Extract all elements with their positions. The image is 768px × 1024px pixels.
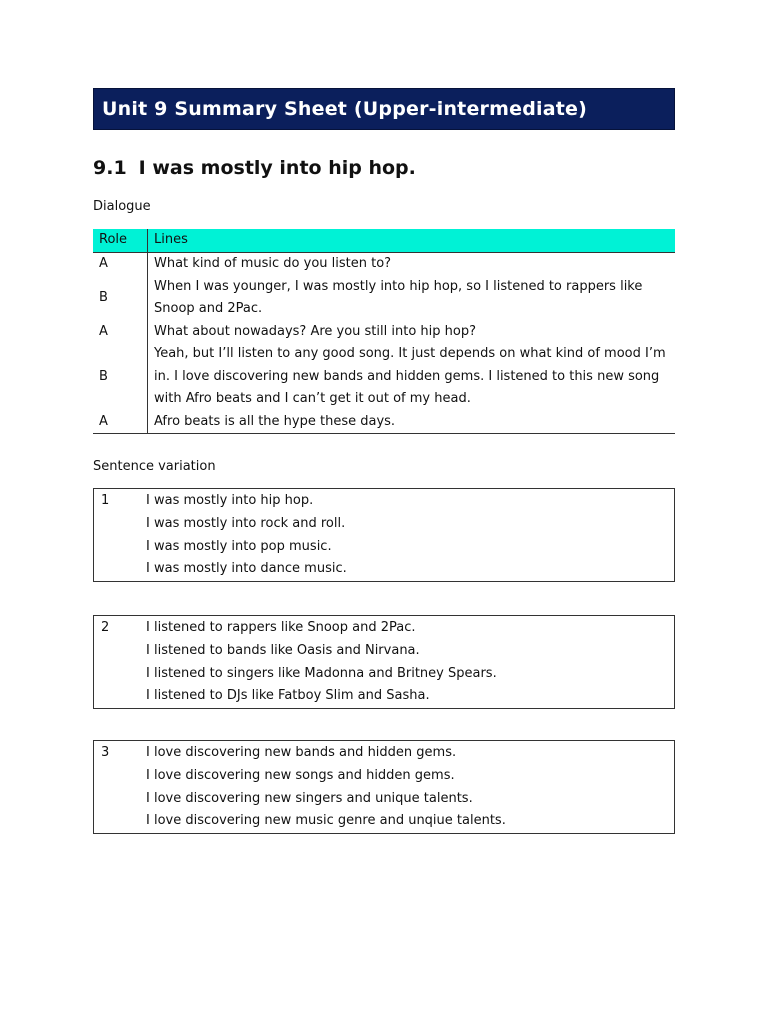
dialogue-table (93, 229, 675, 434)
table-row (93, 276, 675, 321)
dialogue-header-row (93, 229, 675, 253)
column-header-lines: Lines (148, 229, 676, 253)
list-item: I listened to rappers like Snoop and 2Pac. (146, 620, 416, 635)
list-item: I was mostly into hip hop. (146, 493, 314, 508)
list-item: I was mostly into dance music. (146, 561, 347, 577)
list-item: I was mostly into rock and roll. (146, 515, 346, 531)
title-bar (93, 88, 675, 130)
sentence-list (94, 742, 674, 833)
table-row (93, 321, 675, 344)
section-heading (93, 157, 416, 179)
list-item: I listened to DJs like Fatboy Slim and Sasha. (146, 688, 430, 704)
list-item: I was mostly into pop music. (146, 538, 332, 554)
role-cell: B (93, 276, 148, 321)
section-title: I was mostly into hip hop. (138, 157, 416, 179)
group-number: 2 (101, 620, 110, 635)
line-cell: What kind of music do you listen to? (154, 256, 392, 271)
list-item: I listened to singers like Madonna and Britney Spears. (146, 665, 497, 681)
role-cell: A (93, 321, 148, 344)
dialogue-label: Dialogue (93, 199, 151, 214)
list-item: I love discovering new music genre and unqiue talents. (146, 813, 506, 829)
group-number: 1 (101, 493, 110, 508)
table-row (93, 253, 675, 276)
line-cell: Afro beats is all the hype these days. (148, 411, 676, 434)
role-cell: B (93, 343, 148, 411)
role-cell: A (93, 253, 148, 276)
page-title: Unit 9 Summary Sheet (Upper-intermediate) (102, 98, 587, 120)
table-row (93, 411, 675, 434)
list-item: I love discovering new bands and hidden gems. (146, 745, 457, 760)
group-number: 3 (101, 745, 110, 760)
line-cell: What about nowadays? Are you still into hip hop? (154, 323, 476, 339)
sentence-list (94, 617, 674, 708)
variation-group-3 (93, 740, 675, 834)
list-item: I listened to bands like Oasis and Nirvana. (146, 642, 420, 658)
list-item: I love discovering new songs and hidden gems. (146, 767, 455, 783)
sentence-list (94, 490, 674, 581)
list-item: I love discovering new singers and unique talents. (146, 790, 473, 806)
variation-label: Sentence variation (93, 459, 216, 474)
variation-group-1 (93, 488, 675, 582)
variation-group-2 (93, 615, 675, 709)
line-cell: When I was younger, I was mostly into hip hop, so I listened to rappers like Snoop and 2Pac. (154, 278, 643, 316)
line-cell: Yeah, but I’ll listen to any good song. It just depends on what kind of mood I’m in. I love discovering new bands and hidden gems. I listened to this new song with Afro beats and I can’t get it out of my head. (154, 346, 666, 406)
column-header-role: Role (93, 229, 148, 253)
role-cell: A (93, 411, 148, 434)
section-number: 9.1 (93, 157, 127, 179)
table-row (93, 343, 675, 411)
